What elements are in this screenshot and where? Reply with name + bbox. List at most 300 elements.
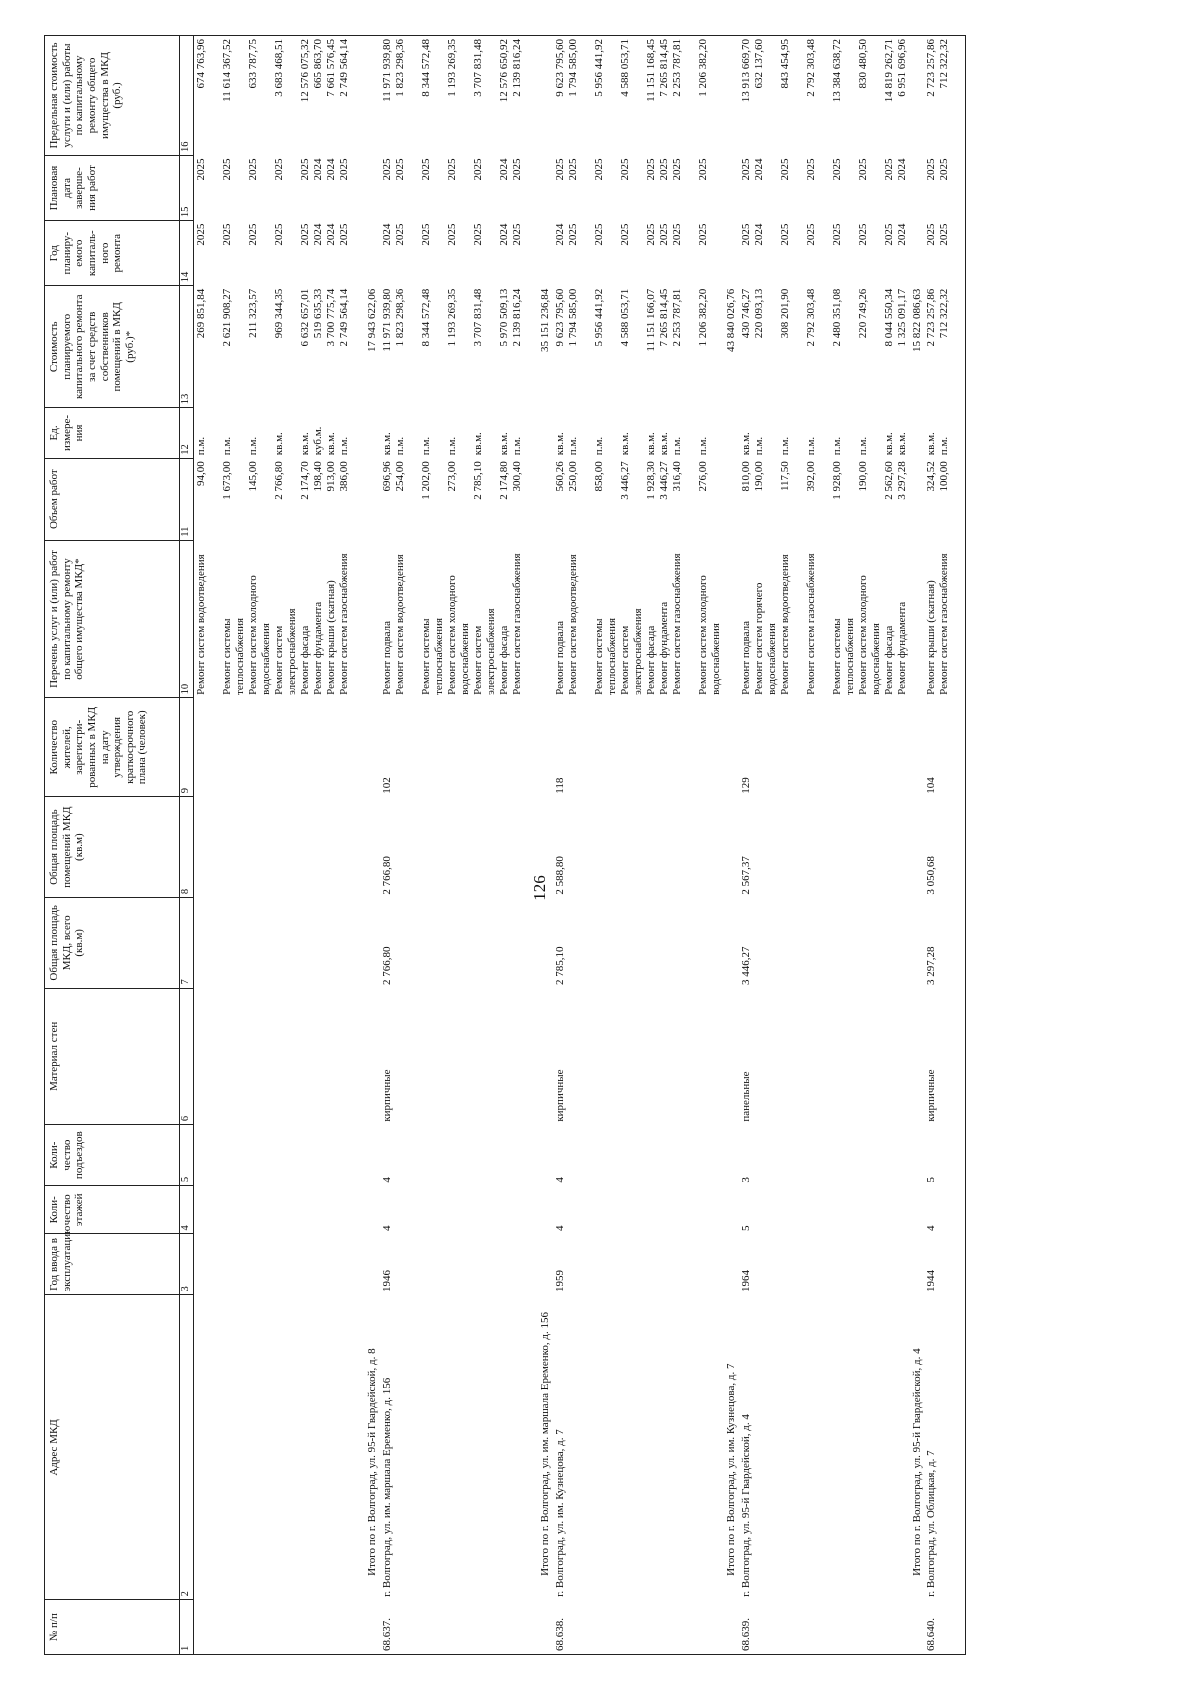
work-unit: кв.м. xyxy=(739,432,752,456)
work-year: 2025 xyxy=(618,223,631,246)
work-cost: 3 707 831,48 xyxy=(471,288,484,347)
work-year: 2025 xyxy=(856,223,869,246)
work-date: 2025 xyxy=(553,158,566,181)
total-label: Итого по г. Волгоград, ул. 95-й Гвардейской, д. 4 xyxy=(910,1348,923,1576)
work-limit: 8 344 572,48 xyxy=(419,39,432,97)
work-date: 2025 xyxy=(830,158,843,181)
work-limit: 7 265 814,45 xyxy=(657,39,670,97)
work-volume: 300,40 xyxy=(510,461,523,492)
work-unit: кв.м. xyxy=(895,432,908,456)
column-number: 15 xyxy=(180,155,194,220)
work-limit-list xyxy=(924,36,966,156)
work-cost: 519 635,33 xyxy=(312,288,324,339)
column-number: 2 xyxy=(180,1295,194,1600)
work-unit: п.м. xyxy=(445,436,458,456)
total-area: 2 766,80 xyxy=(380,946,393,986)
work-year: 2025 xyxy=(221,223,233,246)
work-volume: 273,00 xyxy=(445,461,458,492)
work-limit: 665 863,70 xyxy=(312,39,324,89)
entrances-count: 3 xyxy=(739,1177,752,1183)
total-label: Итого по г. Волгоград, ул. 95-й Гвардейской, д. 8 xyxy=(366,1348,378,1576)
floors-count: 4 xyxy=(380,1225,393,1231)
work-unit-list xyxy=(739,408,910,458)
work-name: Ремонт крыши (скатная) xyxy=(325,580,337,695)
work-volume: 560,26 xyxy=(553,461,566,492)
row-number: 68.637. xyxy=(380,1600,538,1655)
column-number: 7 xyxy=(180,898,194,988)
work-date: 2025 xyxy=(778,158,791,181)
work-volume: 100,00 xyxy=(938,461,951,492)
work-name: Ремонт подвала xyxy=(739,621,752,695)
work-unit: кв.м. xyxy=(657,432,670,456)
work-name: Ремонт фундамента xyxy=(895,601,908,695)
work-name: Ремонт систем газоснабжения xyxy=(338,553,350,695)
work-year: 2024 xyxy=(325,223,337,246)
work-year: 2025 xyxy=(925,223,938,246)
column-header: Количество жителей, зарегистри-рованных в МКД на дату утверждения краткосрочного плана (человек) xyxy=(45,698,180,797)
rotated-page xyxy=(44,35,1174,1655)
empty-cell xyxy=(538,36,553,286)
work-cost: 8 344 572,48 xyxy=(419,288,432,347)
work-volume: 1 673,00 xyxy=(221,461,233,500)
work-limit: 5 956 441,92 xyxy=(592,39,605,97)
house-address: г. Волгоград, ул. им. маршала Еременко, д. 156 xyxy=(380,1377,393,1597)
page-number: 126 xyxy=(529,875,549,901)
work-year: 2025 xyxy=(739,223,752,246)
work-unit: кв.м. xyxy=(497,432,510,456)
column-number: 12 xyxy=(180,408,194,458)
work-name: Ремонт систем газоснабжения xyxy=(938,553,951,695)
house-row xyxy=(924,36,966,1655)
total-cost: 15 822 086,63 xyxy=(910,288,923,353)
column-header: Коли-чество подъездов xyxy=(45,1125,180,1186)
work-unit: п.м. xyxy=(419,436,432,456)
work-limit: 2 139 816,24 xyxy=(510,39,523,97)
work-date: 2025 xyxy=(510,158,523,181)
work-year: 2025 xyxy=(778,223,791,246)
work-cost: 3 700 775,74 xyxy=(325,288,337,347)
work-date: 2025 xyxy=(670,158,683,181)
work-cost: 269 851,84 xyxy=(195,288,207,339)
entrances-count: 5 xyxy=(924,1125,966,1186)
total-cost: 17 943 622,06 xyxy=(366,288,378,353)
work-date: 2025 xyxy=(419,158,432,181)
commission-year: 1964 xyxy=(739,1269,752,1292)
work-limit-list xyxy=(739,36,910,156)
work-date: 2025 xyxy=(938,158,951,181)
work-limit: 830 480,50 xyxy=(856,39,869,89)
residents-count: 102 xyxy=(380,777,393,794)
wall-material: кирпичные xyxy=(924,988,966,1125)
work-cost-list xyxy=(553,286,724,408)
work-volume: 1 928,30 xyxy=(644,461,657,500)
work-cost: 211 323,57 xyxy=(247,288,259,338)
commission-year: 1946 xyxy=(380,1269,393,1292)
residents-count: 129 xyxy=(739,777,752,794)
work-year: 2025 xyxy=(804,223,817,246)
column-number: 5 xyxy=(180,1125,194,1186)
rooms-area: 2 766,80 xyxy=(380,856,393,895)
column-header: Предельная стоимость услуги и (или) работы по капитальному ремонту общего имущества в МКД (руб.) xyxy=(45,36,180,156)
work-year: 2025 xyxy=(393,223,406,246)
work-cost: 2 723 257,86 xyxy=(925,288,938,347)
column-number: 6 xyxy=(180,988,194,1125)
work-year: 2025 xyxy=(419,223,432,246)
work-cost: 11 971 939,80 xyxy=(380,288,393,352)
work-date: 2025 xyxy=(618,158,631,181)
work-volume: 145,00 xyxy=(247,461,259,492)
total-area: 2 785,10 xyxy=(553,946,566,986)
work-year-list xyxy=(194,221,366,286)
floors-count: 4 xyxy=(553,1225,566,1231)
work-name: Ремонт фасада xyxy=(882,625,895,695)
work-date-list xyxy=(924,155,966,220)
work-year: 2025 xyxy=(830,223,843,246)
work-year: 2025 xyxy=(273,223,285,246)
capital-repair-table xyxy=(44,35,966,1655)
work-name: Ремонт системы теплоснабжения xyxy=(221,617,246,695)
column-number: 4 xyxy=(180,1186,194,1234)
column-header: Адрес МКД xyxy=(45,1295,180,1600)
house-row xyxy=(194,36,366,1655)
work-year: 2025 xyxy=(670,223,683,246)
work-volume: 276,00 xyxy=(696,461,709,492)
house-row xyxy=(739,36,910,1655)
work-volume-list xyxy=(380,458,538,540)
column-header: Общая площадь помещений МКД (кв.м) xyxy=(45,797,180,898)
entrances-count: 4 xyxy=(553,1177,566,1183)
work-name: Ремонт фундамента xyxy=(312,601,324,695)
work-date-list xyxy=(739,155,910,220)
work-date: 2025 xyxy=(393,158,406,181)
work-cost: 2 792 303,48 xyxy=(804,288,817,347)
work-limit: 1 206 382,20 xyxy=(696,39,709,97)
work-cost: 969 344,35 xyxy=(273,288,285,339)
work-limit-list xyxy=(380,36,538,156)
house-address: г. Волгоград, ул. Облицкая, д. 7 xyxy=(924,1295,966,1600)
work-cost: 5 956 441,92 xyxy=(592,288,605,347)
work-cost: 1 206 382,20 xyxy=(696,288,709,347)
work-unit: п.м. xyxy=(670,436,683,456)
work-name-list xyxy=(194,540,366,698)
work-date: 2025 xyxy=(925,158,938,181)
work-volume-list xyxy=(194,458,366,540)
work-date: 2025 xyxy=(445,158,458,181)
work-name: Ремонт систем газоснабжения xyxy=(510,553,523,695)
work-year: 2025 xyxy=(195,223,207,246)
wall-material: панельные xyxy=(739,1071,752,1122)
work-volume: 696,96 xyxy=(380,461,393,492)
column-number: 10 xyxy=(180,540,194,698)
work-volume: 913,00 xyxy=(325,461,337,492)
empty-cell xyxy=(194,1600,366,1655)
work-date: 2025 xyxy=(657,158,670,181)
work-cost: 6 632 657,01 xyxy=(299,288,311,347)
residents-count: 104 xyxy=(924,698,966,797)
rooms-area: 2 588,80 xyxy=(553,856,566,895)
empty-cell xyxy=(724,36,739,286)
work-year: 2025 xyxy=(247,223,259,246)
work-name: Ремонт систем водоотведения xyxy=(393,554,406,695)
work-date: 2025 xyxy=(338,158,350,181)
work-limit: 12 576 650,92 xyxy=(497,39,510,103)
work-year: 2025 xyxy=(566,223,579,246)
work-name-list xyxy=(380,540,538,698)
work-date: 2025 xyxy=(644,158,657,181)
work-name: Ремонт фундамента xyxy=(657,601,670,695)
work-limit: 2 792 303,48 xyxy=(804,39,817,97)
work-cost: 9 623 795,60 xyxy=(553,288,566,347)
work-unit: кв.м. xyxy=(273,432,285,456)
work-year: 2025 xyxy=(644,223,657,246)
work-volume: 190,00 xyxy=(752,461,765,492)
work-cost: 5 970 509,13 xyxy=(497,288,510,347)
work-cost-list xyxy=(380,286,538,408)
work-limit: 633 787,75 xyxy=(247,39,259,89)
work-volume: 810,00 xyxy=(739,461,752,492)
work-date-list xyxy=(553,155,724,220)
work-limit: 6 951 696,96 xyxy=(895,39,908,97)
work-year-list xyxy=(924,221,966,286)
work-name: Ремонт системы теплоснабжения xyxy=(830,617,856,695)
work-unit: кв.м. xyxy=(325,432,337,456)
work-limit: 4 588 053,71 xyxy=(618,39,631,97)
work-limit: 674 763,96 xyxy=(195,39,207,89)
house-address: г. Волгоград, ул. им. Кузнецова, д. 7 xyxy=(553,1429,566,1597)
work-unit: кв.м. xyxy=(925,432,938,456)
work-unit: п.м. xyxy=(566,436,579,456)
work-limit: 11 971 939,80 xyxy=(380,39,393,102)
column-number: 14 xyxy=(180,221,194,286)
work-date: 2024 xyxy=(325,158,337,181)
work-date: 2024 xyxy=(312,158,324,181)
work-volume: 190,00 xyxy=(856,461,869,492)
row-number: 68.639. xyxy=(739,1600,910,1655)
work-cost: 8 044 550,34 xyxy=(882,288,895,347)
work-year: 2025 xyxy=(938,223,951,246)
work-cost: 220 749,26 xyxy=(856,288,869,339)
work-date: 2025 xyxy=(221,158,233,181)
work-unit: п.м. xyxy=(195,436,207,456)
house-row xyxy=(553,36,724,1655)
work-year: 2025 xyxy=(882,223,895,246)
work-volume: 2 174,80 xyxy=(497,461,510,500)
work-name: Ремонт систем холодного водоснабжения xyxy=(445,575,471,695)
work-year: 2025 xyxy=(338,223,350,246)
work-name: Ремонт подвала xyxy=(553,621,566,695)
total-row xyxy=(910,36,925,1655)
work-volume: 2 766,80 xyxy=(273,461,285,500)
work-volume: 3 446,27 xyxy=(657,461,670,500)
work-date: 2025 xyxy=(273,158,285,181)
work-limit: 1 823 298,36 xyxy=(393,39,406,97)
work-name: Ремонт систем горячего водоснабжения xyxy=(752,582,778,695)
column-header: Год планиру-емого капиталь-ного ремонта xyxy=(45,221,180,286)
work-unit: кв.м. xyxy=(644,432,657,456)
work-limit: 3 683 468,51 xyxy=(273,39,285,97)
work-cost: 712 322,32 xyxy=(938,288,951,339)
empty-cell xyxy=(194,698,366,1600)
total-row xyxy=(724,36,739,1655)
work-unit: кв.м. xyxy=(553,432,566,456)
work-year-list xyxy=(380,221,538,286)
work-volume: 94,00 xyxy=(195,461,207,486)
work-cost: 1 325 091,17 xyxy=(895,288,908,347)
work-unit: п.м. xyxy=(752,436,765,456)
work-unit: п.м. xyxy=(830,436,843,456)
work-date: 2025 xyxy=(566,158,579,181)
column-header: Плановая дата заверше-ния работ xyxy=(45,155,180,220)
work-unit: п.м. xyxy=(510,436,523,456)
column-number: 13 xyxy=(180,286,194,408)
work-volume: 117,50 xyxy=(778,461,791,492)
work-date: 2024 xyxy=(752,158,765,181)
column-header: № п/п xyxy=(45,1600,180,1655)
work-unit: п.м. xyxy=(338,436,350,456)
work-unit: п.м. xyxy=(778,436,791,456)
empty-cell xyxy=(910,1600,925,1655)
work-limit: 11 151 168,45 xyxy=(644,39,657,102)
column-header: Стоимость планируемого капитального ремонта за счет средств собственников помещений в МКД (руб.)* xyxy=(45,286,180,408)
total-row xyxy=(365,36,380,1655)
work-name-list xyxy=(739,540,910,698)
work-cost: 1 823 298,36 xyxy=(393,288,406,347)
column-number: 11 xyxy=(180,458,194,540)
work-cost: 2 621 908,27 xyxy=(221,288,233,347)
work-name: Ремонт систем газоснабжения xyxy=(670,553,683,695)
work-unit-list xyxy=(194,408,366,458)
work-limit: 13 384 638,72 xyxy=(830,39,843,103)
work-cost: 2 253 787,81 xyxy=(670,288,683,347)
total-cost: 35 151 236,84 xyxy=(538,288,551,353)
work-date: 2025 xyxy=(471,158,484,181)
work-date: 2025 xyxy=(195,158,207,181)
work-year: 2024 xyxy=(895,223,908,246)
row-number: 68.640. xyxy=(924,1600,966,1655)
work-cost: 2 480 351,08 xyxy=(830,288,843,347)
work-date: 2025 xyxy=(882,158,895,181)
work-date: 2025 xyxy=(380,158,393,181)
column-number: 8 xyxy=(180,797,194,898)
work-date: 2024 xyxy=(895,158,908,181)
work-unit: п.м. xyxy=(393,436,406,456)
work-year: 2024 xyxy=(752,223,765,246)
work-year: 2025 xyxy=(471,223,484,246)
work-year: 2024 xyxy=(380,223,393,246)
work-year: 2025 xyxy=(657,223,670,246)
work-limit: 2 749 564,14 xyxy=(338,39,350,97)
work-limit: 13 913 669,70 xyxy=(739,39,752,103)
work-date: 2025 xyxy=(299,158,311,181)
column-number: 16 xyxy=(180,36,194,156)
house-address: г. Волгоград, ул. 95-й Гвардейской, д. 4 xyxy=(739,1414,752,1597)
column-number: 1 xyxy=(180,1600,194,1655)
floors-count: 4 xyxy=(924,1186,966,1234)
work-unit: п.м. xyxy=(221,436,233,456)
column-header: Перечень услуг и (или) работ по капитальному ремонту общего имущества МКД* xyxy=(45,540,180,698)
work-name: Ремонт системы теплоснабжения xyxy=(419,617,445,695)
work-unit: п.м. xyxy=(804,436,817,456)
work-volume: 1 202,00 xyxy=(419,461,432,500)
work-name: Ремонт систем водоотведения xyxy=(195,554,207,695)
work-date: 2024 xyxy=(497,158,510,181)
total-label: Итого по г. Волгоград, ул. им. Кузнецова, д. 7 xyxy=(724,1363,737,1576)
work-name: Ремонт фасада xyxy=(644,625,657,695)
work-unit: кв.м. xyxy=(380,432,393,456)
work-year-list xyxy=(553,221,724,286)
work-volume: 316,40 xyxy=(670,461,683,492)
work-name: Ремонт систем водоотведения xyxy=(778,554,791,695)
column-header: Материал стен xyxy=(45,988,180,1125)
work-limit: 12 576 075,32 xyxy=(299,39,311,103)
work-cost: 1 193 269,35 xyxy=(445,288,458,347)
work-name: Ремонт фасада xyxy=(299,625,311,695)
work-unit: кв.м. xyxy=(471,432,484,456)
work-name: Ремонт подвала xyxy=(380,621,393,695)
work-year: 2025 xyxy=(299,223,311,246)
work-limit: 11 614 367,52 xyxy=(221,39,233,102)
work-name: Ремонт крыши (скатная) xyxy=(925,580,938,695)
work-unit: куб.м. xyxy=(312,426,324,456)
work-cost-list xyxy=(739,286,910,408)
work-unit: п.м. xyxy=(247,436,259,456)
total-area: 3 446,27 xyxy=(739,946,752,986)
work-cost-list xyxy=(924,286,966,408)
work-volume: 2 174,70 xyxy=(299,461,311,500)
work-year-list xyxy=(739,221,910,286)
work-volume: 2 562,60 xyxy=(882,461,895,500)
work-limit: 712 322,32 xyxy=(938,39,951,89)
commission-year: 1959 xyxy=(553,1269,566,1292)
work-cost: 7 265 814,45 xyxy=(657,288,670,347)
work-date: 2025 xyxy=(696,158,709,181)
work-unit: п.м. xyxy=(856,436,869,456)
work-volume-list xyxy=(553,458,724,540)
work-unit: п.м. xyxy=(592,436,605,456)
rooms-area: 2 567,37 xyxy=(739,856,752,895)
work-limit: 9 623 795,60 xyxy=(553,39,566,97)
column-header: Объем работ xyxy=(45,458,180,540)
wall-material: кирпичные xyxy=(553,1069,566,1122)
work-name: Ремонт систем газоснабжения xyxy=(804,553,817,695)
work-limit: 7 661 576,45 xyxy=(325,39,337,97)
work-volume: 392,00 xyxy=(804,461,817,492)
work-name-list xyxy=(553,540,724,698)
total-label: Итого по г. Волгоград, ул. им. маршала Еременко, д. 156 xyxy=(538,1312,551,1576)
total-cost: 43 840 026,76 xyxy=(724,288,737,353)
work-unit-list xyxy=(380,408,538,458)
work-unit: п.м. xyxy=(696,436,709,456)
work-volume: 250,00 xyxy=(566,461,579,492)
work-limit-list xyxy=(194,36,366,156)
work-name-list xyxy=(924,540,966,698)
work-volume: 198,40 xyxy=(312,461,324,492)
work-volume-list xyxy=(924,458,966,540)
work-year: 2024 xyxy=(497,223,510,246)
work-cost-list xyxy=(194,286,366,408)
work-limit: 2 723 257,86 xyxy=(925,39,938,97)
empty-cell xyxy=(910,36,925,286)
work-unit-list xyxy=(924,408,966,458)
work-name: Ремонт систем электроснабжения xyxy=(273,608,298,695)
work-unit-list xyxy=(553,408,724,458)
commission-year: 1944 xyxy=(924,1234,966,1295)
work-date-list xyxy=(380,155,538,220)
empty-cell xyxy=(365,36,380,286)
work-volume: 1 928,00 xyxy=(830,461,843,500)
residents-count: 118 xyxy=(553,777,566,794)
work-name: Ремонт систем холодного водоснабжения xyxy=(856,575,882,695)
